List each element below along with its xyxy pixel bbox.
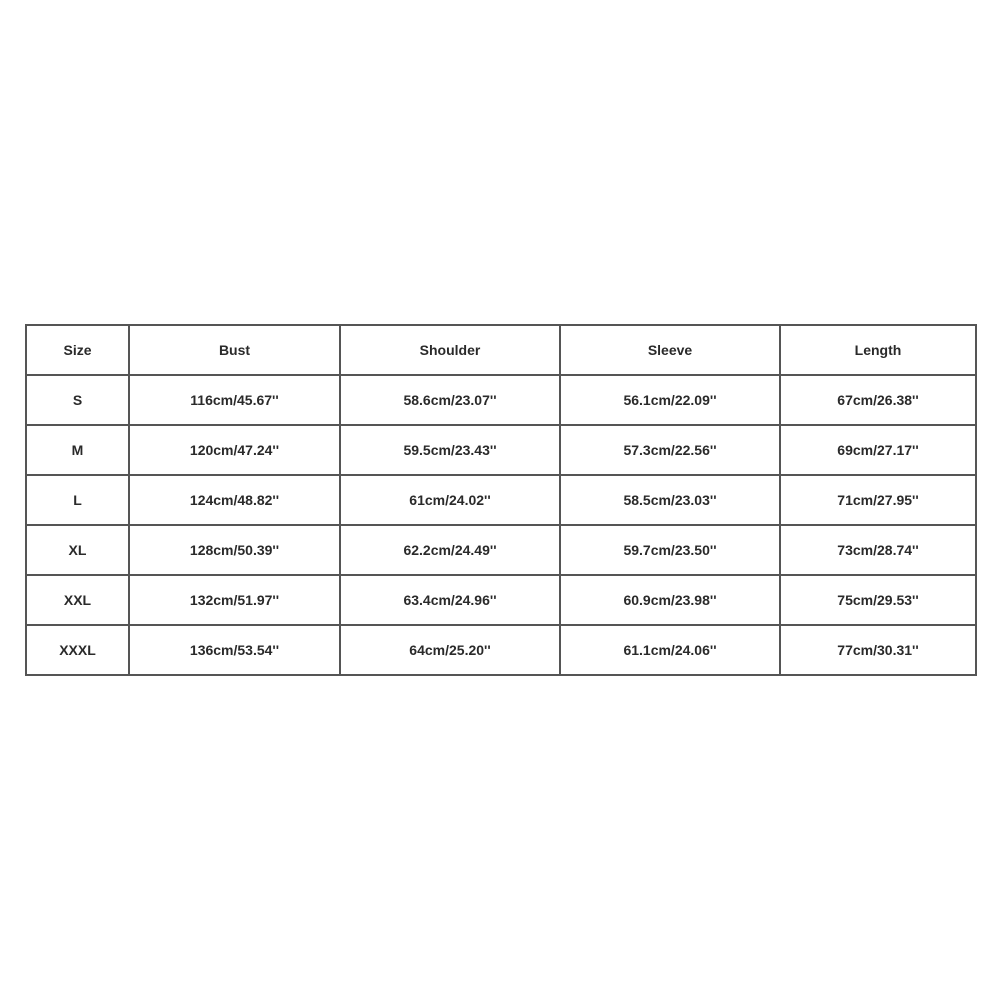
bust-cell: 132cm/51.97'' xyxy=(129,575,340,625)
size-cell: XXL xyxy=(26,575,129,625)
size-cell: M xyxy=(26,425,129,475)
sleeve-cell: 60.9cm/23.98'' xyxy=(560,575,780,625)
bust-cell: 116cm/45.67'' xyxy=(129,375,340,425)
header-shoulder: Shoulder xyxy=(340,325,560,375)
length-cell: 67cm/26.38'' xyxy=(780,375,976,425)
header-bust: Bust xyxy=(129,325,340,375)
header-size: Size xyxy=(26,325,129,375)
bust-cell: 120cm/47.24'' xyxy=(129,425,340,475)
shoulder-cell: 59.5cm/23.43'' xyxy=(340,425,560,475)
length-cell: 71cm/27.95'' xyxy=(780,475,976,525)
size-cell: S xyxy=(26,375,129,425)
shoulder-cell: 58.6cm/23.07'' xyxy=(340,375,560,425)
length-cell: 69cm/27.17'' xyxy=(780,425,976,475)
shoulder-cell: 64cm/25.20'' xyxy=(340,625,560,675)
sleeve-cell: 58.5cm/23.03'' xyxy=(560,475,780,525)
header-row xyxy=(26,325,976,375)
size-cell: XL xyxy=(26,525,129,575)
bust-cell: 124cm/48.82'' xyxy=(129,475,340,525)
header-length: Length xyxy=(780,325,976,375)
shoulder-cell: 62.2cm/24.49'' xyxy=(340,525,560,575)
length-cell: 75cm/29.53'' xyxy=(780,575,976,625)
shoulder-cell: 61cm/24.02'' xyxy=(340,475,560,525)
size-cell: L xyxy=(26,475,129,525)
bust-cell: 128cm/50.39'' xyxy=(129,525,340,575)
sleeve-cell: 56.1cm/22.09'' xyxy=(560,375,780,425)
sleeve-cell: 61.1cm/24.06'' xyxy=(560,625,780,675)
table-row xyxy=(26,425,976,475)
bust-cell: 136cm/53.54'' xyxy=(129,625,340,675)
length-cell: 73cm/28.74'' xyxy=(780,525,976,575)
sleeve-cell: 57.3cm/22.56'' xyxy=(560,425,780,475)
sleeve-cell: 59.7cm/23.50'' xyxy=(560,525,780,575)
header-sleeve: Sleeve xyxy=(560,325,780,375)
table-row xyxy=(26,375,976,425)
table-row xyxy=(26,625,976,675)
table-row xyxy=(26,575,976,625)
length-cell: 77cm/30.31'' xyxy=(780,625,976,675)
shoulder-cell: 63.4cm/24.96'' xyxy=(340,575,560,625)
size-cell: XXXL xyxy=(26,625,129,675)
table-row xyxy=(26,475,976,525)
size-chart-table xyxy=(25,324,977,676)
table-row xyxy=(26,525,976,575)
